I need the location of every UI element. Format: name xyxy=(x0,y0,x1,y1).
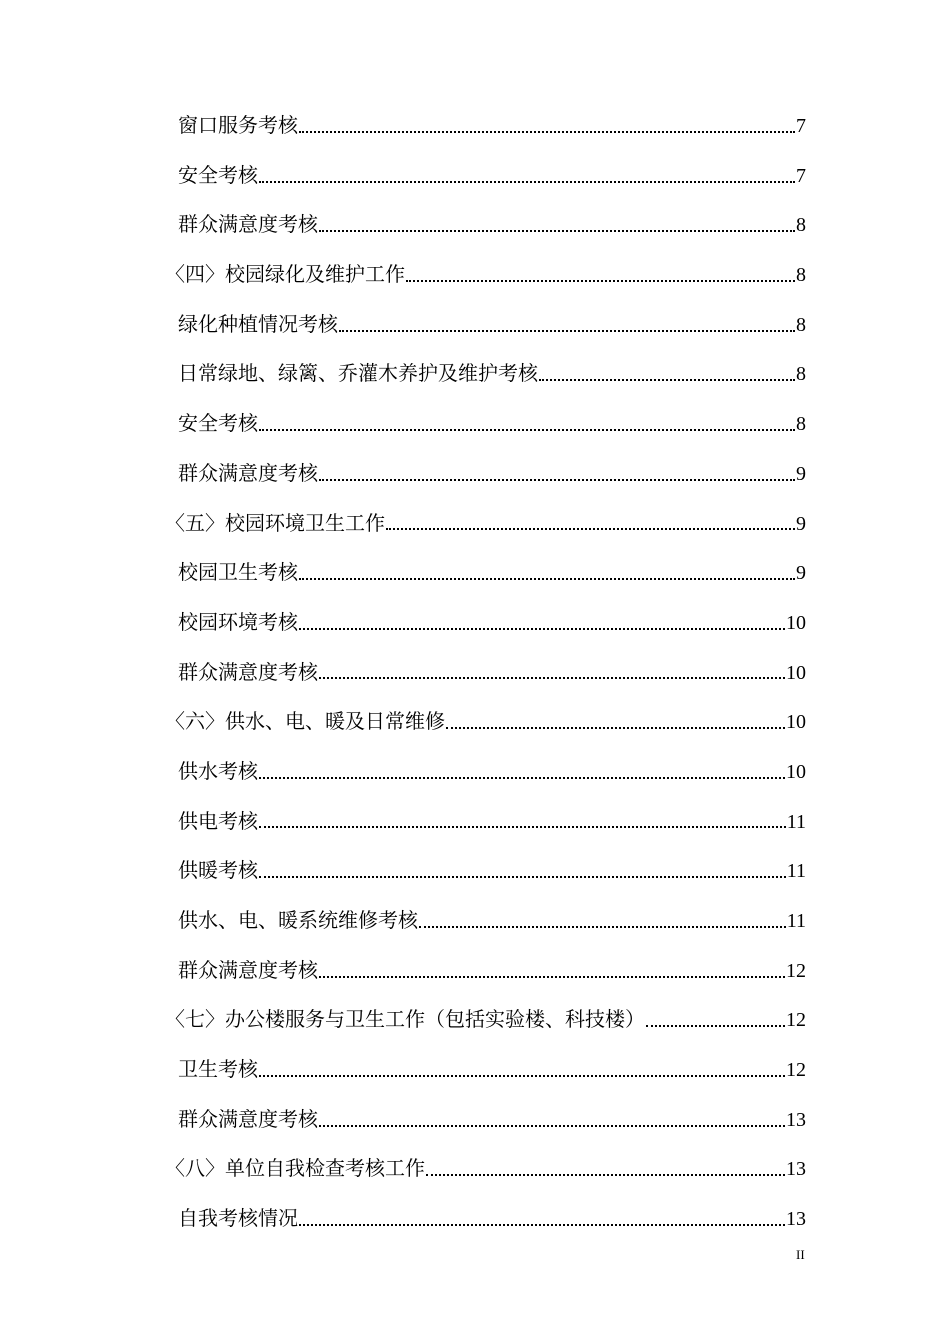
toc-entry-title: 自我考核情况 xyxy=(178,1206,298,1231)
toc-entry[interactable] xyxy=(0,648,806,698)
toc-entry-page: 8 xyxy=(796,264,806,287)
toc-entry-page: 11 xyxy=(786,910,806,932)
toc-entry-title: 窗口服务考核 xyxy=(178,113,298,137)
toc-entry-title: 群众满意度考核 xyxy=(178,659,318,684)
toc-entry-page: 13 xyxy=(786,1208,806,1231)
toc-dot-leader xyxy=(319,1110,785,1130)
toc-entry-title: 〈八〉单位自我检查考核工作 xyxy=(165,1156,425,1181)
toc-entry-title: 安全考核 xyxy=(178,162,258,187)
toc-entry-title: 〈六〉供水、电、暖及日常维修 xyxy=(165,709,445,734)
toc-entry-title: 〈五〉校园环境卫生工作 xyxy=(165,510,385,535)
toc-entry-page: 10 xyxy=(786,760,806,783)
toc-entry-page: 8 xyxy=(796,363,806,386)
toc-dot-leader xyxy=(299,613,785,633)
toc-entry-page: 10 xyxy=(786,711,806,734)
toc-entry-title: 〈七〉办公楼服务与卫生工作（包括实验楼、科技楼） xyxy=(165,1007,645,1032)
toc-entry-page: 12 xyxy=(786,1009,806,1032)
toc-entry[interactable] xyxy=(0,1144,806,1194)
toc-dot-leader xyxy=(299,563,795,583)
toc-entry-title: 群众满意度考核 xyxy=(178,460,318,485)
toc-entry[interactable] xyxy=(0,598,806,648)
toc-dot-leader xyxy=(259,811,786,831)
toc-entry-page: 7 xyxy=(796,115,806,137)
toc-entry[interactable] xyxy=(0,1045,806,1095)
toc-entry[interactable] xyxy=(0,797,806,847)
toc-entry-title: 校园卫生考核 xyxy=(178,560,298,585)
toc-dot-leader xyxy=(446,712,785,732)
toc-entry[interactable] xyxy=(0,747,806,797)
toc-entry[interactable] xyxy=(0,946,806,996)
toc-entry[interactable] xyxy=(0,151,806,201)
toc-dot-leader xyxy=(319,464,795,484)
toc-dot-leader xyxy=(299,1209,785,1229)
toc-entry-title: 安全考核 xyxy=(178,411,258,436)
toc-entry-page: 8 xyxy=(796,413,806,436)
toc-dot-leader xyxy=(259,861,786,881)
toc-dot-leader xyxy=(419,911,786,931)
toc-entry-page: 8 xyxy=(796,214,806,237)
toc-entry[interactable] xyxy=(0,449,806,499)
toc-entry-title: 日常绿地、绿篱、乔灌木养护及维护考核 xyxy=(178,361,538,386)
toc-entry-page: 8 xyxy=(796,313,806,336)
toc-entry[interactable] xyxy=(0,200,806,250)
toc-entry-title: 群众满意度考核 xyxy=(178,1106,318,1131)
toc-entry-page: 7 xyxy=(796,164,806,187)
toc-entry-title: 群众满意度考核 xyxy=(178,957,318,982)
toc-dot-leader xyxy=(319,215,795,235)
toc-entry[interactable] xyxy=(0,349,806,399)
toc-entry-title: 校园环境考核 xyxy=(178,609,298,634)
toc-entry-page: 9 xyxy=(796,512,806,535)
toc-entry[interactable] xyxy=(0,1194,806,1244)
toc-dot-leader xyxy=(426,1159,785,1179)
toc-entry[interactable] xyxy=(0,995,806,1045)
toc-entry[interactable] xyxy=(0,250,806,300)
table-of-contents xyxy=(0,101,950,1244)
toc-dot-leader xyxy=(386,513,795,533)
toc-entry-title: 供电考核 xyxy=(178,808,258,833)
toc-entry-page: 13 xyxy=(786,1158,806,1181)
toc-dot-leader xyxy=(259,414,795,434)
toc-entry-page: 12 xyxy=(786,959,806,982)
toc-entry[interactable] xyxy=(0,101,806,151)
toc-entry-page: 13 xyxy=(786,1108,806,1131)
toc-dot-leader xyxy=(319,662,785,682)
toc-dot-leader xyxy=(646,1010,785,1030)
toc-dot-leader xyxy=(259,1060,785,1080)
toc-dot-leader xyxy=(339,315,795,335)
toc-entry[interactable] xyxy=(0,399,806,449)
toc-entry[interactable] xyxy=(0,896,806,946)
toc-entry-title: 群众满意度考核 xyxy=(178,212,318,237)
toc-entry-title: 供水、电、暖系统维修考核 xyxy=(178,908,418,932)
toc-entry[interactable] xyxy=(0,548,806,598)
toc-entry-title: 供暖考核 xyxy=(178,858,258,883)
toc-entry-page: 10 xyxy=(786,611,806,634)
toc-entry-page: 9 xyxy=(796,562,806,585)
page-number: II xyxy=(796,1247,805,1262)
toc-entry[interactable] xyxy=(0,1095,806,1145)
toc-dot-leader xyxy=(406,265,795,285)
toc-entry-title: 绿化种植情况考核 xyxy=(178,311,338,336)
toc-entry[interactable] xyxy=(0,846,806,896)
toc-dot-leader xyxy=(539,364,795,384)
toc-entry[interactable] xyxy=(0,697,806,747)
toc-entry-title: 卫生考核 xyxy=(178,1057,258,1082)
toc-entry-page: 11 xyxy=(786,860,806,883)
toc-dot-leader xyxy=(259,166,795,186)
toc-entry-page: 11 xyxy=(786,810,806,833)
toc-entry-title: 〈四〉校园绿化及维护工作 xyxy=(165,262,405,287)
toc-entry[interactable] xyxy=(0,300,806,350)
toc-entry-page: 10 xyxy=(786,661,806,684)
toc-entry[interactable] xyxy=(0,499,806,549)
toc-dot-leader xyxy=(259,762,785,782)
toc-entry-title: 供水考核 xyxy=(178,758,258,783)
toc-dot-leader xyxy=(319,961,785,981)
toc-dot-leader xyxy=(299,116,795,136)
toc-entry-page: 9 xyxy=(796,462,806,485)
toc-entry-page: 12 xyxy=(786,1059,806,1082)
